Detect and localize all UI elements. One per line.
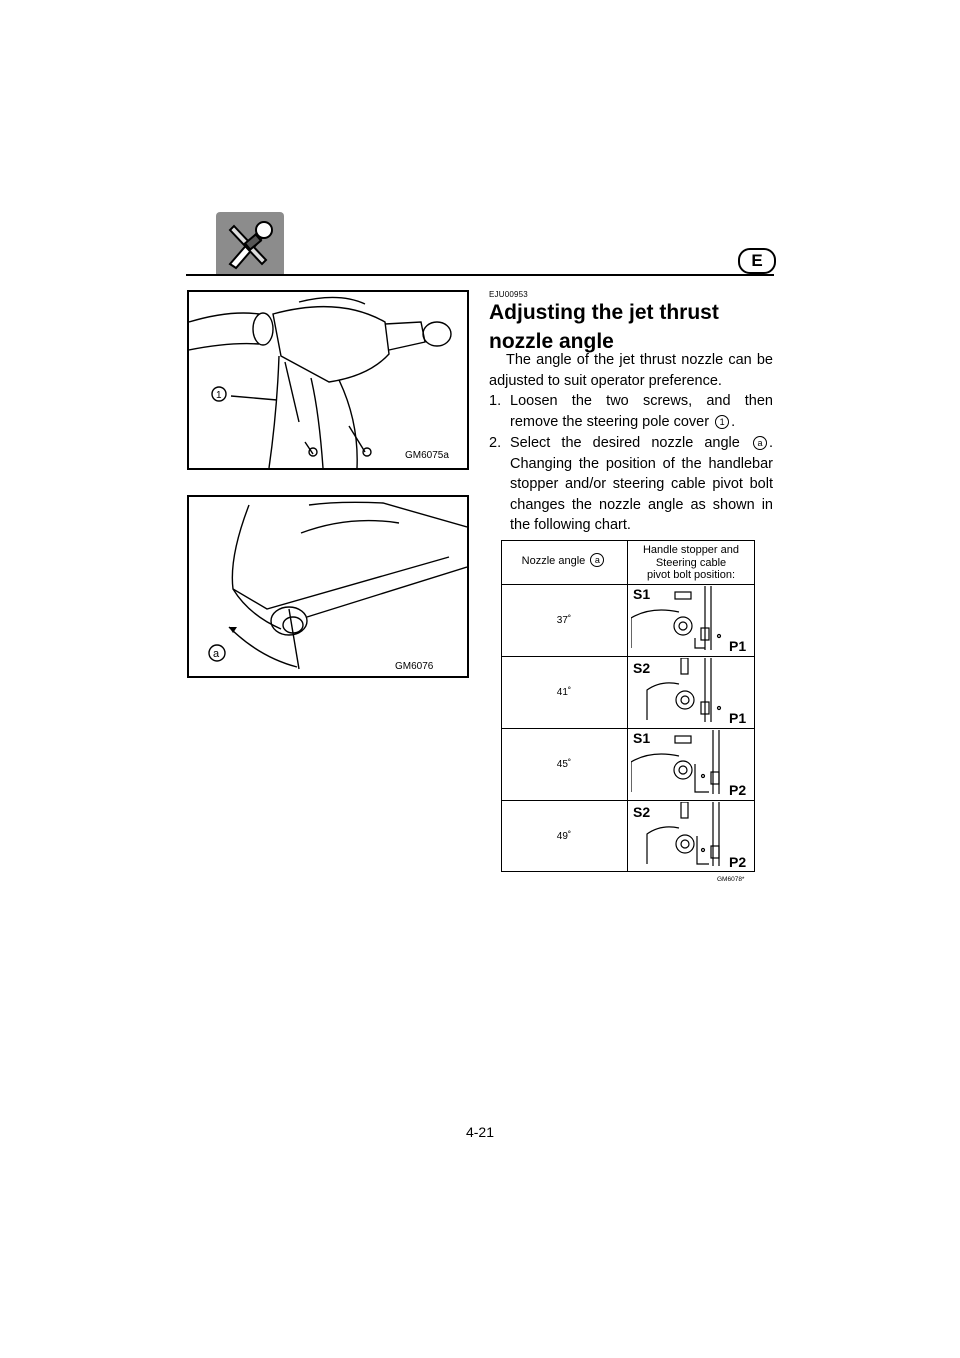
chart-column-divider bbox=[627, 540, 628, 871]
chart-header-nozzle-angle: Nozzle angle a bbox=[503, 553, 625, 567]
figure-callout-1: 1 bbox=[216, 390, 222, 401]
figure-code: GM6076 bbox=[395, 661, 434, 672]
pivot-label: P1 bbox=[729, 638, 747, 654]
figure-code: GM6075a bbox=[405, 450, 449, 461]
position-diagram-s1-p1 bbox=[631, 586, 751, 656]
position-diagram-s2-p1 bbox=[631, 658, 751, 728]
stopper-label: S2 bbox=[633, 660, 651, 676]
position-diagram-s1-p2 bbox=[631, 730, 751, 800]
angle-cell: 37˚ bbox=[556, 615, 572, 626]
angle-cell: 49˚ bbox=[556, 831, 572, 842]
ref-a-callout: a bbox=[753, 436, 767, 450]
section-letter-badge: E bbox=[738, 248, 776, 274]
step-number: 1. bbox=[489, 393, 502, 409]
intro-paragraph: The angle of the jet thrust nozzle can be adjusted to suit operator preference. bbox=[489, 352, 773, 389]
chart-code: GM6078* bbox=[717, 876, 745, 883]
step-2: 2. Select the desired nozzle angle a . Changing the position of the handlebar stopper and/or steering cable pivot bolt changes the nozzle angle as shown in the following chart. bbox=[489, 433, 773, 536]
angle-cell: 41˚ bbox=[556, 687, 572, 698]
step-1: 1. Loosen the two screws, and then remove the steering pole cover 1 . bbox=[489, 391, 773, 432]
steering-pole-illustration bbox=[189, 292, 467, 468]
chart-header-position: Handle stopper and Steering cable pivot bolt position: bbox=[642, 544, 739, 581]
ref-1-callout: 1 bbox=[715, 415, 729, 429]
header-rule bbox=[186, 274, 774, 276]
figure-steering-pole-cover bbox=[187, 290, 469, 470]
pivot-label: P2 bbox=[729, 782, 747, 798]
angle-cell: 45˚ bbox=[556, 759, 572, 770]
pivot-label: P1 bbox=[729, 710, 747, 726]
page-number: 4-21 bbox=[465, 1124, 495, 1140]
stopper-label: S1 bbox=[633, 730, 651, 746]
jet-nozzle-illustration bbox=[189, 497, 467, 676]
stopper-label: S1 bbox=[633, 586, 651, 602]
pivot-label: P2 bbox=[729, 854, 747, 870]
page-title: Adjusting the jet thrust nozzle angle bbox=[489, 301, 719, 353]
position-diagram-s2-p2 bbox=[631, 802, 751, 872]
figure-nozzle-angle bbox=[187, 495, 469, 678]
section-code: EJU00953 bbox=[489, 290, 528, 299]
tools-icon bbox=[216, 212, 284, 276]
stopper-label: S2 bbox=[633, 804, 651, 820]
step-number: 2. bbox=[489, 435, 502, 451]
figure-callout-a: a bbox=[213, 648, 220, 660]
